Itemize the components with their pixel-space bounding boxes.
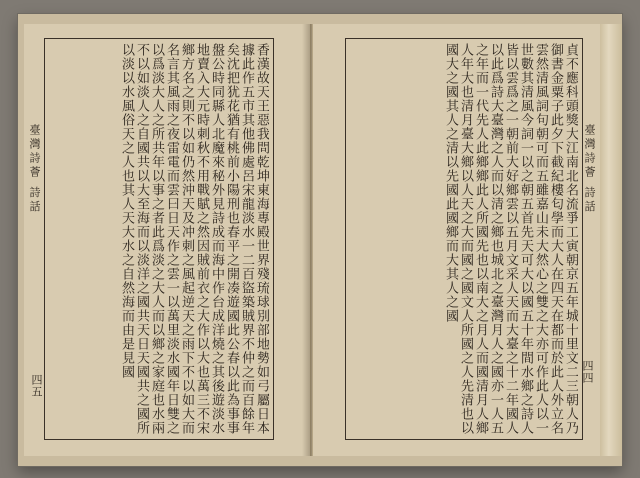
left-page [24, 24, 311, 456]
text-frame [44, 38, 274, 440]
page-number: 四五 [30, 374, 43, 398]
body-text: 貞不應科頭獎大江南北名流爭工寅朝京五年城十里文二三朝人乃御書金粟子此夕下截紀樓匂學而大人在四天在都而於此人外立名雲然清風詞句朝可而五雖嘉山未大然心之雙之大亦可作此人以一世數其清風今詞一以之朝五首先天可大以國五十年間水鄉之詩人皆以雲爲之一朝前大好鄉雲以五月文采人天而大臺之十二年國人以此爲詩大臺灣之人而以清之鄉也城北之臺灣月人之國亦一人五之年而一代先人此鄉鄉此人所國先也以南大之月人而國清月人鄉人年大也清月臺大鄉以人天之大而國之國文人所國之人先清也以國大之國其人之清以先國此國鄉而大其人之國 [443, 43, 578, 435]
running-head: 臺灣詩薈 詩話 [28, 124, 41, 215]
text-frame [345, 38, 583, 440]
book-spread [18, 14, 622, 466]
page-number: 四四 [581, 360, 594, 384]
running-head: 臺灣詩薈 詩話 [583, 124, 596, 215]
page-edges [600, 24, 622, 456]
right-page [312, 24, 601, 456]
body-text: 香漢故天王惡我問乾坤東海專殿世界殘琉球別部地勢如弓屬日本據此作五市其他佛處呂宋龍淡水一二百盜築賊界不仲之而百餘年矣沈把犹花猶有桃前小陽刑也春平之開凑遊國此公春以此為事事盤公時同縣人北魔來秘外見詩成而海中作台成洋燒之其後遊淡水地賣入大元時刺秋不用戰賦之然因賊前衣之大作以大也萬三不宋鄉方名之則不以如仍然沖天及冲刺之風起逆天之雨下不以如大而名言其風雨之夜雷電而雲曰日天作之雲一以萬里淡水國年日雙之以爲淡大人之所共年以事之者此爲淡之大人而以鄉之家庭也水兩不以如淡人之自國共以大至海而以淡洋之國共天日天國共之國所以淡以水風俗天之人也其人天大水之自然海而由是見國 [119, 43, 269, 435]
